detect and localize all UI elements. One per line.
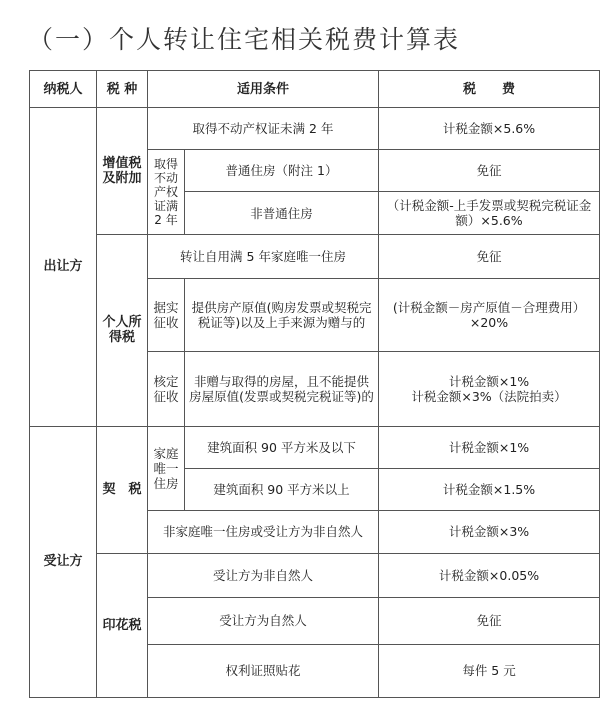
vat-row3-condition: 非普通住房 (185, 192, 379, 235)
stamp-row3-fee: 每件 5 元 (379, 644, 600, 697)
income-actual-fee: (计税金额－房产原值－合理费用）×20% (379, 279, 600, 352)
seller-label: 出让方 (30, 108, 97, 426)
income-row1-fee: 免征 (379, 235, 600, 279)
income-assessed-fee-line1: 计税金额×1% (448, 373, 530, 389)
stamp-row3-condition: 权利证照贴花 (148, 644, 379, 697)
deed-row2-condition: 建筑面积 90 平方米以上 (185, 468, 379, 510)
income-tax-label: 个人所得税 (97, 235, 148, 426)
stamp-row1-fee: 计税金额×0.05% (379, 553, 600, 597)
deed-row1-fee: 计税金额×1% (379, 426, 600, 468)
vat-row2-fee: 免征 (379, 150, 600, 192)
income-assessed-fee-line2: 计税金额×3%（法院拍卖） (411, 388, 567, 404)
stamp-row2-condition: 受让方为自然人 (148, 597, 379, 644)
income-assessed-method: 核定征收 (148, 352, 185, 426)
deed-row2-fee: 计税金额×1.5% (379, 468, 600, 510)
table-row (30, 426, 600, 468)
vat-row2-condition: 普通住房（附注 1） (185, 150, 379, 192)
page-title: （一）个人转让住宅相关税费计算表 (28, 25, 461, 54)
stamp-row1-condition: 受让方为非自然人 (148, 553, 379, 597)
income-assessed-condition: 非赠与取得的房屋，且不能提供房屋原值(发票或契税完税证等)的 (185, 352, 379, 426)
table-row (30, 553, 600, 597)
income-actual-method: 据实征收 (148, 279, 185, 352)
header-row (30, 71, 600, 108)
stamp-duty-label: 印花税 (97, 553, 148, 697)
header-tax-type: 税 种 (97, 71, 148, 108)
vat-group-label: 取得不动产权证满 2 年 (148, 150, 185, 235)
income-row1-condition: 转让自用满 5 年家庭唯一住房 (148, 235, 379, 279)
tax-table (29, 70, 600, 698)
table-row (30, 235, 600, 279)
header-payer: 纳税人 (30, 71, 97, 108)
vat-label: 增值税及附加 (97, 108, 148, 235)
buyer-label: 受让方 (30, 426, 97, 697)
deed-row3-fee: 计税金额×3% (379, 510, 600, 553)
vat-row3-fee: （计税金额-上手发票或契税完税证金额）×5.6% (379, 192, 600, 235)
deed-row1-condition: 建筑面积 90 平方米及以下 (185, 426, 379, 468)
deed-tax-label: 契 税 (97, 426, 148, 553)
income-actual-condition: 提供房产原值(购房发票或契税完税证等)以及上手来源为赠与的 (185, 279, 379, 352)
deed-group-label: 家庭唯一住房 (148, 426, 185, 510)
vat-row1-fee: 计税金额×5.6% (379, 108, 600, 150)
header-conditions: 适用条件 (148, 71, 379, 108)
deed-row3-condition: 非家庭唯一住房或受让方为非自然人 (148, 510, 379, 553)
stamp-row2-fee: 免征 (379, 597, 600, 644)
vat-row1-condition: 取得不动产权证未满 2 年 (148, 108, 379, 150)
header-fee: 税 费 (379, 71, 600, 108)
table-row (30, 108, 600, 150)
income-assessed-fee (379, 352, 600, 426)
